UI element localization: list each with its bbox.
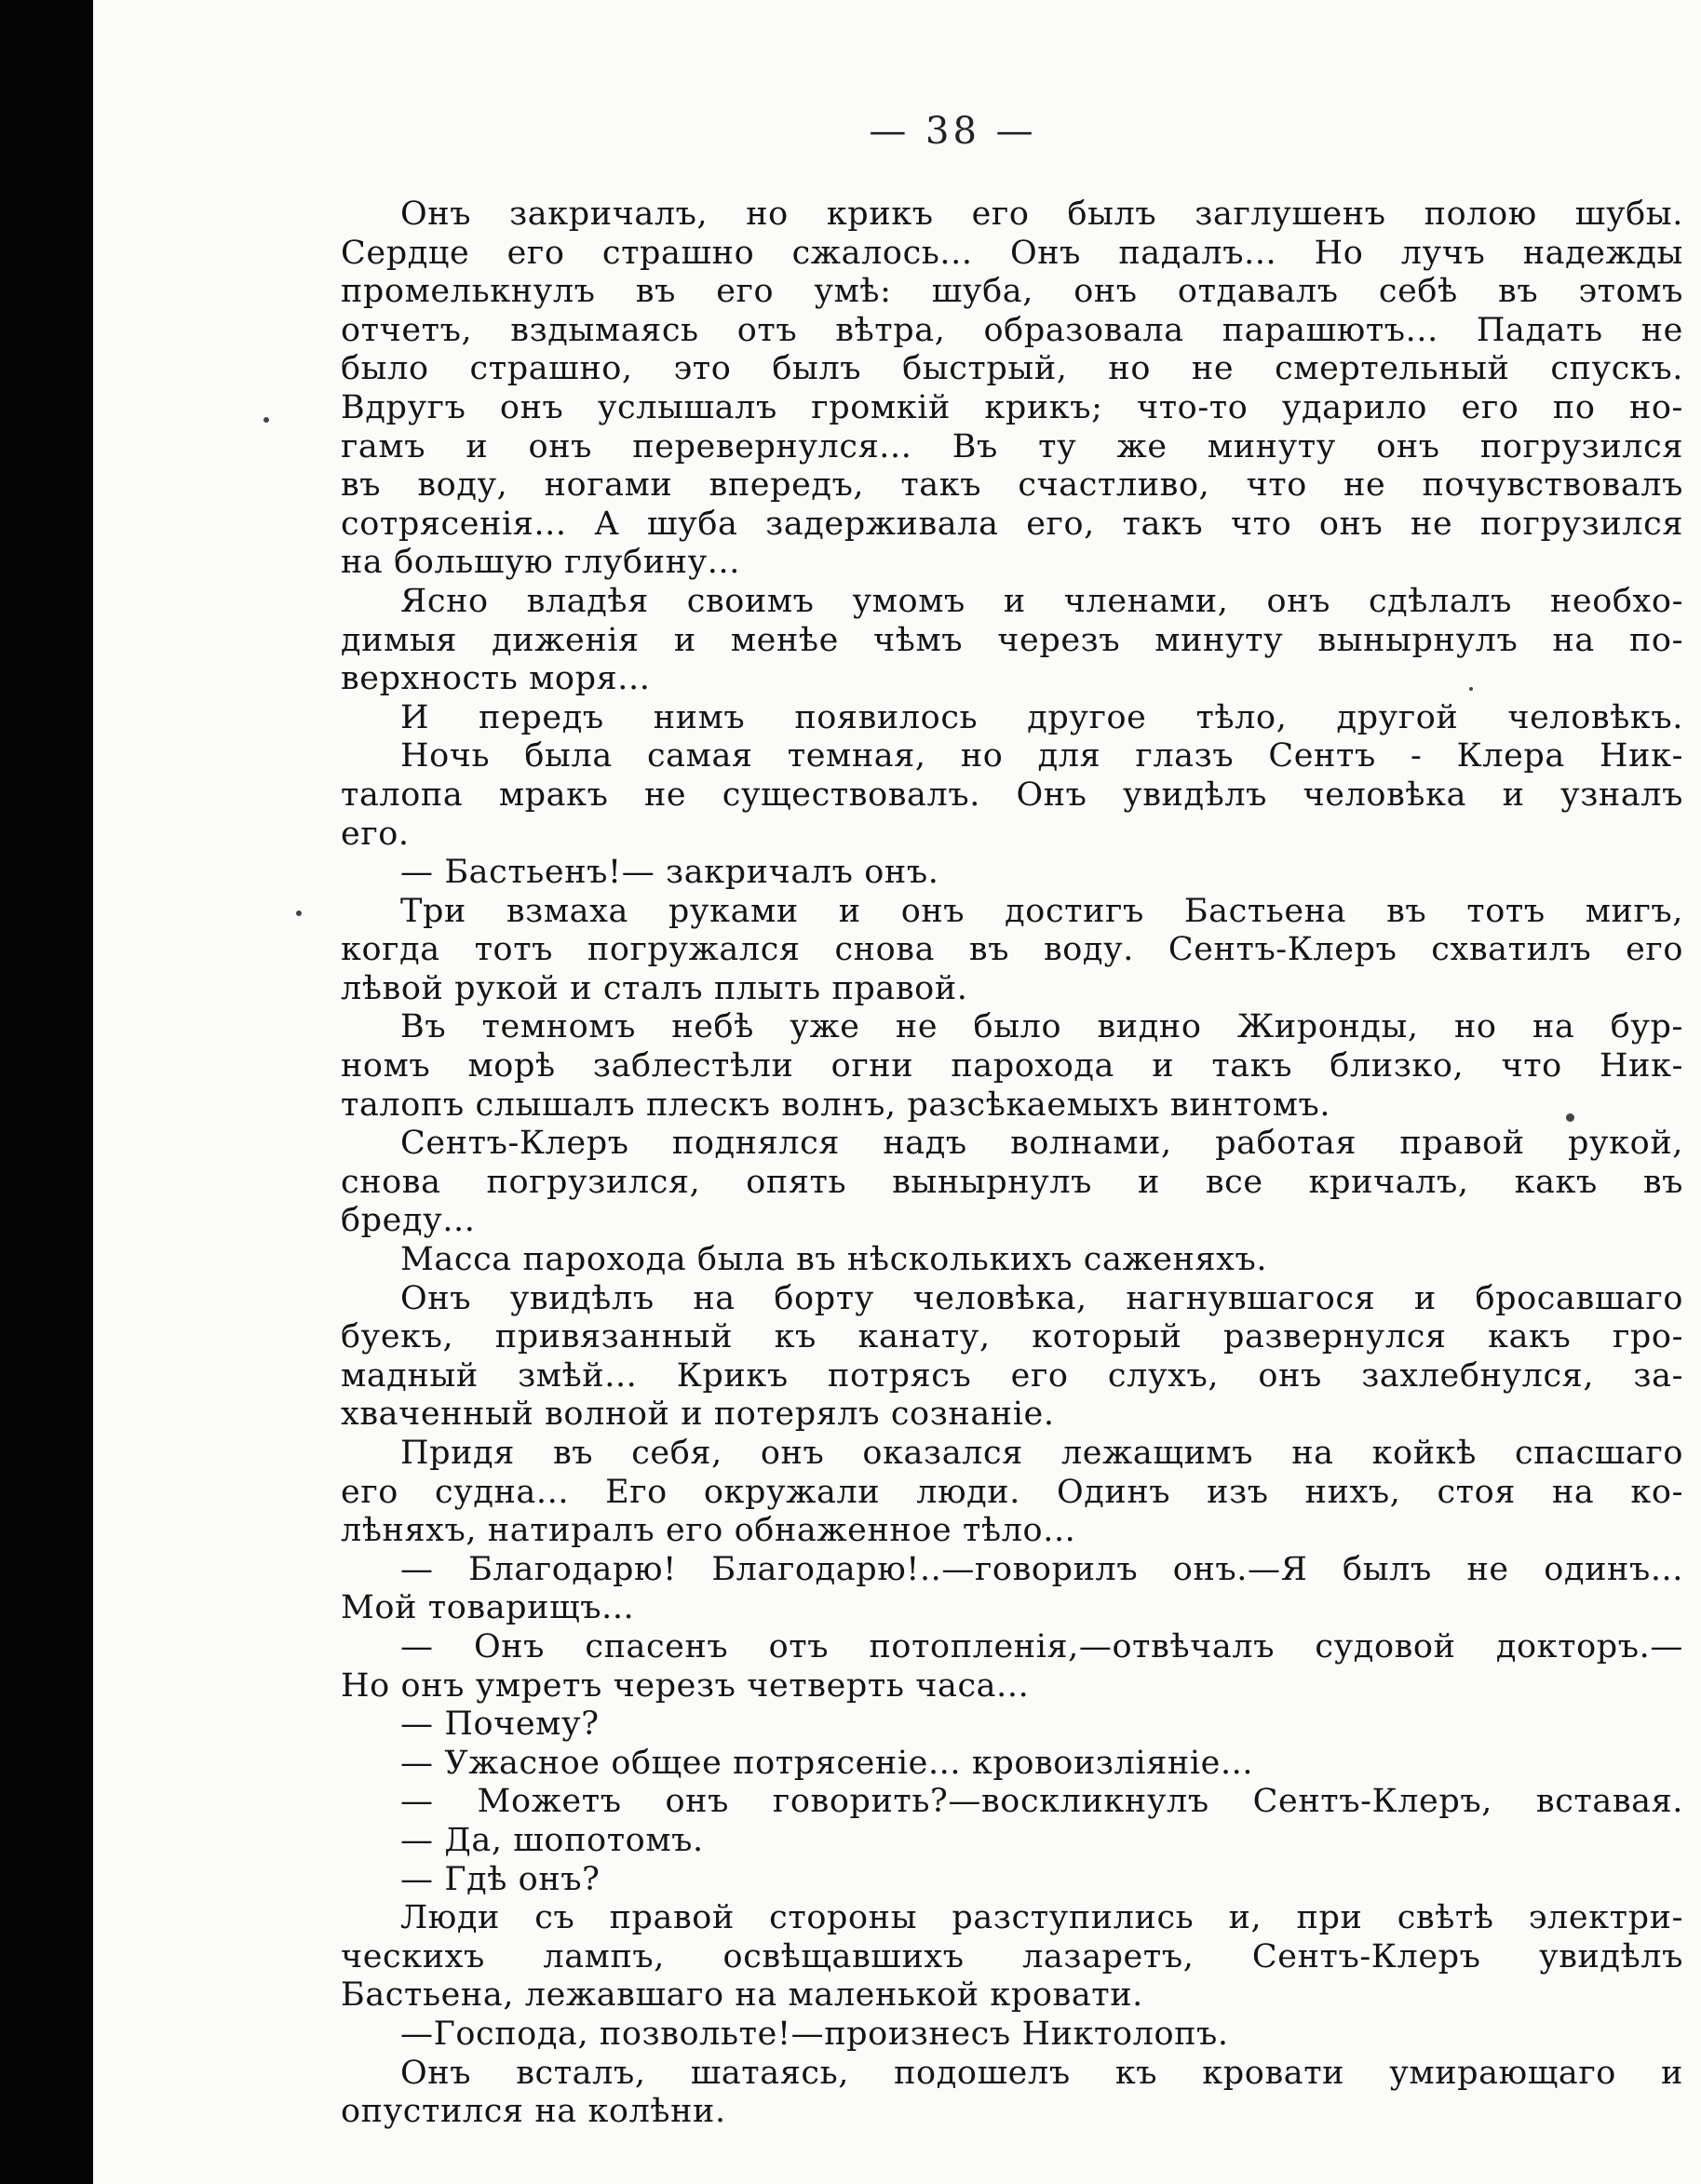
text-line: Мой товарищъ... <box>341 1589 635 1627</box>
text-line: Ночь была самая темная, но для глазъ Сентъ - Клера Ник- <box>400 737 1683 775</box>
text-line: И передъ нимъ появилось другое тѣло, другой человѣкъ. <box>400 698 1683 736</box>
scan-speck <box>1469 687 1473 691</box>
text-line: — Почему? <box>400 1705 600 1744</box>
text-line: въ воду, ногами впередъ, такъ счастливо, что не почувствовалъ <box>341 466 1683 505</box>
text-line: опустился на колѣни. <box>341 2093 726 2131</box>
text-line: Онъ всталъ, шатаясь, подошелъ къ кровати умирающаго и <box>400 2054 1683 2092</box>
text-line: димыя диженія и менѣе чѣмъ черезъ минуту вынырнулъ на по- <box>341 621 1683 659</box>
scan-speck <box>1566 1113 1574 1122</box>
text-line: промелькнулъ въ его умѣ: шуба, онъ отдавалъ себѣ въ этомъ <box>341 273 1683 311</box>
scan-speck <box>263 417 269 423</box>
text-line: верхность моря... <box>341 660 651 698</box>
text-line: его. <box>341 815 410 853</box>
text-line: гамъ и онъ перевернулся... Въ ту же минуту онъ погрузился <box>341 427 1683 465</box>
page-number: — 38 — <box>869 110 1037 153</box>
text-line: на большую глубину... <box>341 544 740 582</box>
text-line: Но онъ умретъ черезъ четверть часа... <box>341 1666 1030 1705</box>
text-line: отчетъ, вздымаясь отъ вѣтра, образовала парашютъ... Падать не <box>341 311 1683 349</box>
text-line: лѣвой рукой и сталъ плыть правой. <box>341 969 968 1007</box>
text-line: — Ужасное общее потрясеніе... кровоизліяніе... <box>400 1744 1254 1782</box>
scan-border <box>0 0 93 2184</box>
text-line: — Бастьенъ!— закричалъ онъ. <box>400 854 939 892</box>
book-page <box>93 0 1701 2184</box>
text-line: — Гдѣ онъ? <box>400 1860 601 1898</box>
text-line: — Благодарю! Благодарю!..—говорилъ онъ.—Я былъ не одинъ... <box>400 1550 1683 1588</box>
text-line: хваченный волной и потерялъ сознаніе. <box>341 1395 1055 1434</box>
text-line: Бастьена, лежавшаго на маленькой кровати. <box>341 1976 1143 2015</box>
text-line: мадный змѣй... Крикъ потрясъ его слухъ, онъ захлебнулся, за- <box>341 1356 1683 1395</box>
text-line: снова погрузился, опять вынырнулъ и все кричалъ, какъ въ <box>341 1163 1683 1201</box>
text-line: — Можетъ онъ говорить?—воскликнулъ Сентъ-Клеръ, вставая. <box>400 1783 1683 1821</box>
text-line: Въ темномъ небѣ уже не было видно Жиронды, но на бур- <box>400 1008 1683 1046</box>
text-line: Люди съ правой стороны разступились и, при свѣтѣ электри- <box>400 1899 1683 1937</box>
text-line: его судна... Его окружали люди. Одинъ изъ нихъ, стоя на ко- <box>341 1473 1683 1511</box>
text-line: Сентъ-Клеръ поднялся надъ волнами, работая правой рукой, <box>400 1125 1683 1163</box>
text-line: ческихъ лампъ, освѣщавшихъ лазаретъ, Сентъ-Клеръ увидѣлъ <box>341 1937 1683 1975</box>
text-line: было страшно, это былъ быстрый, но не смертельный спускъ. <box>341 350 1683 388</box>
text-line: сотрясенія... А шуба задерживала его, такъ что онъ не погрузился <box>341 505 1683 543</box>
text-line: Ясно владѣя своимъ умомъ и членами, онъ сдѣлалъ необхо- <box>400 582 1683 620</box>
text-line: лѣняхъ, натиралъ его обнаженное тѣло... <box>341 1512 1076 1550</box>
text-line: буекъ, привязанный къ канату, который развернулся какъ гро- <box>341 1318 1683 1356</box>
text-line: когда тотъ погружался снова въ воду. Сентъ-Клеръ схватилъ его <box>341 931 1683 969</box>
text-line: талопъ слышалъ плескъ волнъ, разсѣкаемыхъ винтомъ. <box>341 1085 1331 1124</box>
text-line: Масса парохода была въ нѣсколькихъ саженяхъ. <box>400 1241 1268 1279</box>
text-line: номъ морѣ заблестѣли огни парохода и такъ близко, что Ник- <box>341 1047 1683 1085</box>
page-text <box>341 195 1683 2132</box>
text-line: — Онъ спасенъ отъ потопленія,—отвѣчалъ судовой докторъ.— <box>400 1627 1683 1665</box>
text-line: Придя въ себя, онъ оказался лежащимъ на койкѣ спасшаго <box>400 1435 1683 1472</box>
text-line: Сердце его страшно сжалось... Онъ падалъ... Но лучъ надежды <box>341 234 1683 272</box>
text-line: Три взмаха руками и онъ достигъ Бастьена въ тотъ мигъ, <box>400 892 1683 930</box>
text-line: — Да, шопотомъ. <box>400 1821 704 1859</box>
text-line: бреду... <box>341 1202 476 1240</box>
text-line: Онъ закричалъ, но крикъ его былъ заглушенъ полою шубы. <box>400 195 1683 233</box>
text-line: талопа мракъ не существовалъ. Онъ увидѣлъ человѣка и узналъ <box>341 775 1683 814</box>
scan-speck <box>296 910 302 916</box>
text-line: —Господа, позвольте!—произнесъ Никтолопъ. <box>400 2015 1229 2053</box>
text-line: Вдругъ онъ услышалъ громкій крикъ; что-то ударило его по но- <box>341 388 1683 426</box>
text-line: Онъ увидѣлъ на борту человѣка, нагнувшагося и бросавшаго <box>400 1279 1683 1317</box>
